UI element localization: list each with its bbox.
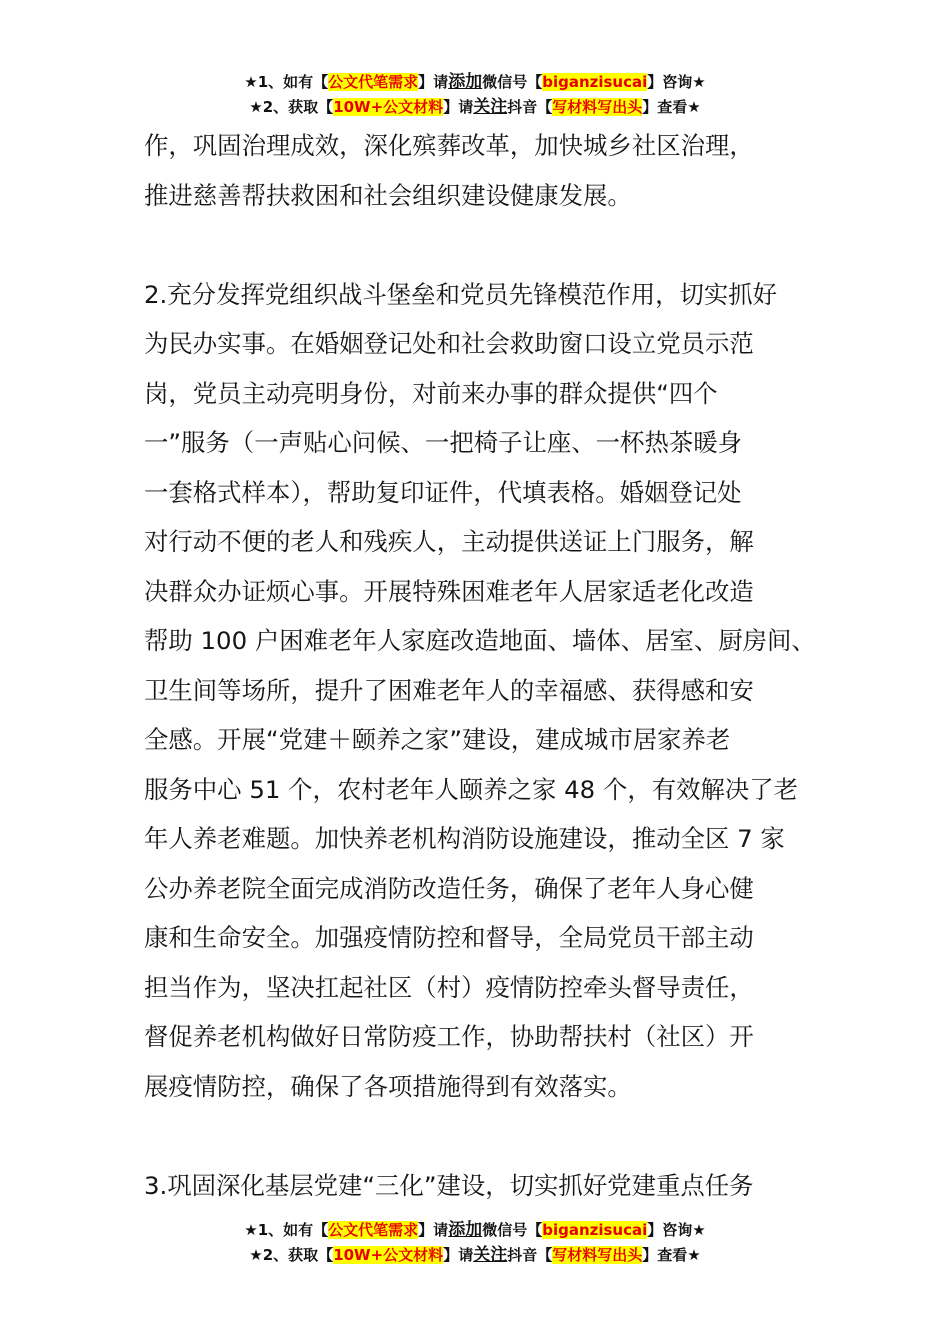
banner-text: ★1、如有【	[244, 73, 329, 91]
banner-text: 】咨询★	[647, 1221, 706, 1239]
text-line: 展疫情防控，确保了各项措施得到有效落实。	[144, 1071, 632, 1101]
text-line: 一”服务（一声贴心问候、一把椅子让座、一杯热茶暖身	[144, 428, 743, 457]
banner-underlined: 关注	[473, 97, 508, 117]
text-line: 对行动不便的老人和残疾人，主动提供送证上门服务，解	[144, 527, 754, 556]
text-line: 全感。开展“党建＋颐养之家”建设，建成城市居家养老	[144, 725, 731, 754]
text-line: 年人养老难题。加快养老机构消防设施建设，推动全区 7 家	[144, 824, 785, 853]
banner-text: 微信号【	[482, 73, 543, 91]
banner-text: 】查看★	[642, 1246, 701, 1264]
text-line: 督促养老机构做好日常防疫工作，协助帮扶村（社区）开	[144, 1022, 754, 1051]
banner-text: 抖音【	[507, 98, 553, 116]
text-line: 决群众办证烦心事。开展特殊困难老年人居家适老化改造	[144, 576, 754, 606]
banner-text: ★2、获取【	[249, 98, 334, 116]
paragraph-2	[144, 270, 834, 1112]
text-line: 康和生命安全。加强疫情防控和督导，全局党员干部主动	[144, 923, 754, 952]
text-line: 推进慈善帮扶救困和社会组织建设健康发展。	[144, 180, 632, 210]
text-line: 作，巩固治理成效，深化殡葬改革，加快城乡社区治理，	[144, 131, 754, 160]
banner-line-1	[0, 1218, 950, 1243]
banner-highlight: 公文代笔需求	[328, 1221, 419, 1239]
banner-text: 微信号【	[482, 1221, 543, 1239]
banner-text: ★2、获取【	[249, 1246, 334, 1264]
banner-text: 】请	[443, 1246, 474, 1264]
banner-highlight: 10W+公文材料	[333, 98, 444, 116]
banner-highlight: biganzisucai	[542, 1221, 648, 1239]
text-line: 3.巩固深化基层党建“三化”建设，切实抓好党建重点任务	[144, 1170, 754, 1200]
paragraph-1	[144, 121, 834, 220]
banner-highlight: 写材料写出头	[552, 1246, 643, 1264]
banner-text: 抖音【	[507, 1246, 553, 1264]
banner-highlight: biganzisucai	[542, 73, 648, 91]
paragraph-gap	[144, 1111, 834, 1161]
banner-text: 】请	[418, 1221, 449, 1239]
banner-line-1	[0, 70, 950, 95]
document-body	[144, 121, 834, 1210]
text-line: 卫生间等场所，提升了困难老年人的幸福感、获得感和安	[144, 675, 754, 705]
text-line: 一套格式样本），帮助复印证件，代填表格。婚姻登记处	[144, 477, 742, 507]
banner-text: 】请	[443, 98, 474, 116]
banner-text: 】咨询★	[647, 73, 706, 91]
banner-line-2	[0, 95, 950, 120]
text-line: 岗，党员主动亮明身份，对前来办事的群众提供“四个	[144, 378, 718, 408]
text-line: 帮助 100 户困难老年人家庭改造地面、墙体、居室、厨房间、	[144, 626, 816, 655]
banner-text: ★1、如有【	[244, 1221, 329, 1239]
banner-highlight: 公文代笔需求	[328, 73, 419, 91]
banner-line-2	[0, 1243, 950, 1268]
banner-underlined: 添加	[448, 72, 483, 92]
text-line: 公办养老院全面完成消防改造任务，确保了老年人身心健	[144, 873, 754, 903]
text-line: 为民办实事。在婚姻登记处和社会救助窗口设立党员示范	[144, 329, 754, 358]
paragraph-gap	[144, 220, 834, 270]
text-line: 担当作为，坚决扛起社区（村）疫情防控牵头督导责任，	[144, 972, 754, 1002]
footer-banner	[0, 1218, 950, 1268]
banner-underlined: 添加	[448, 1220, 483, 1240]
banner-text: 】查看★	[642, 98, 701, 116]
banner-text: 】请	[418, 73, 449, 91]
banner-highlight: 10W+公文材料	[333, 1246, 444, 1264]
banner-highlight: 写材料写出头	[552, 98, 643, 116]
text-line: 2.充分发挥党组织战斗堡垒和党员先锋模范作用，切实抓好	[144, 279, 778, 309]
paragraph-3	[144, 1161, 834, 1211]
text-line: 服务中心 51 个，农村老年人颐养之家 48 个，有效解决了老	[144, 774, 799, 804]
header-banner	[0, 70, 950, 120]
banner-underlined: 关注	[473, 1245, 508, 1265]
